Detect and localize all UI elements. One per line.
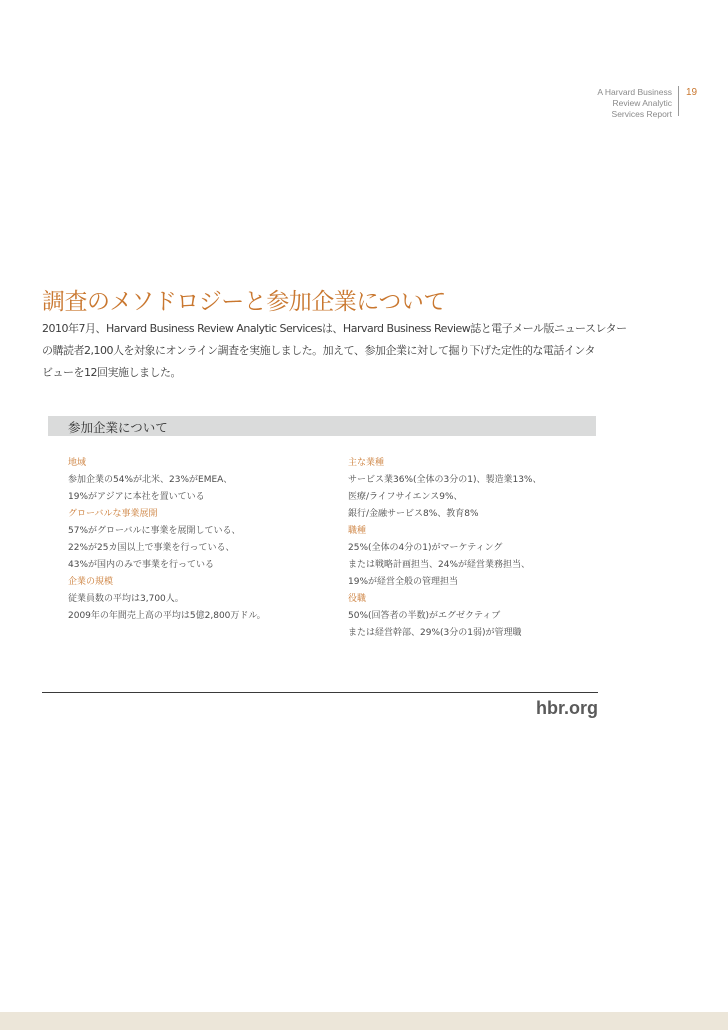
left-column <box>68 455 328 625</box>
report-label-line: Services Report <box>611 109 672 119</box>
group-title: グローバルな事業展開 <box>68 509 158 519</box>
intro-line: ビューを12回実施しました。 <box>42 366 181 379</box>
group-title: 地域 <box>68 458 87 468</box>
group-title: 主な業種 <box>348 458 385 468</box>
group-line: または戦略計画担当、24%が経営業務担当、 <box>348 560 531 570</box>
header-divider <box>678 86 679 116</box>
footer-divider <box>42 692 598 693</box>
group-global-business <box>68 506 328 574</box>
group-line: 19%がアジアに本社を置いている <box>68 492 205 502</box>
group-job-function <box>348 523 608 591</box>
group-title: 企業の規模 <box>68 577 114 587</box>
group-region <box>68 455 328 506</box>
group-title: 役職 <box>348 594 367 604</box>
group-industry <box>348 455 608 523</box>
group-title: 職種 <box>348 526 367 536</box>
group-line: サービス業36%(全体の3分の1)、製造業13%、 <box>348 475 542 485</box>
group-job-title <box>348 591 608 642</box>
report-label-line: Review Analytic <box>612 98 672 108</box>
group-line: 2009年の年間売上高の平均は5億2,800万ドル。 <box>68 611 266 621</box>
report-label <box>512 87 672 120</box>
group-line: または経営幹部、29%(3分の1弱)が管理職 <box>348 628 522 638</box>
group-company-size <box>68 574 328 625</box>
intro-paragraph <box>42 318 627 384</box>
group-line: 医療/ライフサイエンス9%、 <box>348 492 463 502</box>
group-line: 57%がグローバルに事業を展開している、 <box>68 526 241 536</box>
bottom-band <box>0 1012 728 1030</box>
group-line: 50%(回答者の半数)がエグゼクティブ <box>348 611 501 621</box>
group-line: 従業員数の平均は3,700人。 <box>68 594 184 604</box>
group-line: 19%が経営全般の管理担当 <box>348 577 459 587</box>
intro-line: 2010年7月、Harvard Business Review Analytic Servicesは、Harvard Business Review誌と電子メール版ニュースレター <box>42 322 627 335</box>
section-title: 参加企業について <box>68 420 168 435</box>
group-line: 参加企業の54%が北米、23%がEMEA、 <box>68 475 233 485</box>
hbr-logo[interactable]: hbr.org <box>536 698 598 718</box>
page-title: 調査のメソドロジーと参加企業について <box>42 289 446 315</box>
group-line: 22%が25カ国以上で事業を行っている、 <box>68 543 235 553</box>
right-column <box>348 455 608 642</box>
group-line: 43%が国内のみで事業を行っている <box>68 560 215 570</box>
report-label-line: A Harvard Business <box>597 87 672 97</box>
group-line: 25%(全体の4分の1)がマーケティング <box>348 543 503 553</box>
intro-line: の購読者2,100人を対象にオンライン調査を実施しました。加えて、参加企業に対して掘り下げた定性的な電話インタ <box>42 344 595 357</box>
group-line: 銀行/金融サービス8%、教育8% <box>348 509 479 519</box>
page-number: 19 <box>686 87 698 98</box>
section-header-bar <box>48 416 596 436</box>
